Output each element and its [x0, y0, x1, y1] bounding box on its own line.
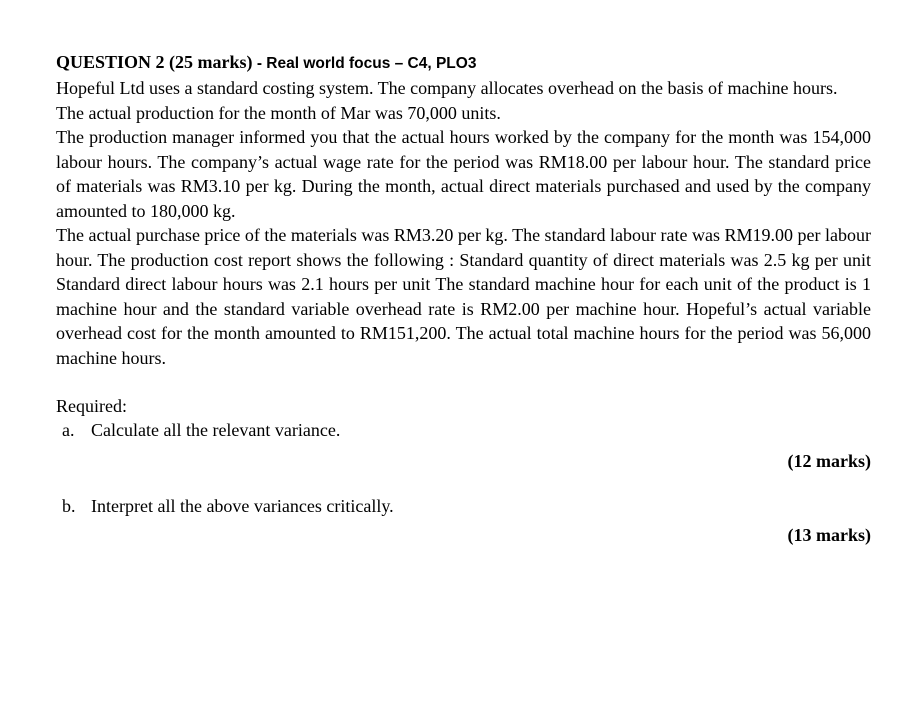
question-focus-label: - Real world focus – C4, PLO3 — [252, 55, 477, 72]
item-text: Interpret all the above variances critically. — [91, 496, 394, 516]
paragraph-labour-materials: The production manager informed you that the actual hours worked by the company for the month was 154,000 labour hours. The company’s actual wage rate for the period was RM18.00 per labour hour. The standard price of materials was RM3.10 per kg. During the month, actual direct materials purchased and used by the company amounted to 180,000 kg. — [56, 127, 871, 221]
required-item-a — [56, 418, 871, 442]
marks-label-b: (13 marks) — [787, 525, 871, 545]
question-document — [56, 50, 871, 547]
item-letter: b. — [62, 496, 76, 516]
question-heading — [56, 50, 871, 76]
marks-label-a: (12 marks) — [787, 451, 871, 471]
paragraph-actual-production: The actual production for the month of Mar was 70,000 units. — [56, 102, 501, 123]
item-text: Calculate all the relevant variance. — [91, 420, 341, 440]
paragraph-standards-overhead: The actual purchase price of the materials was RM3.20 per kg. The standard labour rate was RM19.00 per labour hour. The production cost report shows the following : Standard quantity of direct materials was 2.5 kg per unit Standard direct labour hours was 2.1 hours per unit The standard machine hour for each unit of the product is 1 machine hour and the standard variable overhead rate is RM2.00 per machine hour. Hopeful’s actual variable overhead cost for the month amounted to RM151,200. The actual total machine hours for the period was 56,000 machine hours. — [56, 225, 871, 368]
item-letter: a. — [62, 420, 75, 440]
required-item-b — [56, 494, 871, 518]
required-label: Required: — [56, 396, 127, 416]
paragraph-company-info: Hopeful Ltd uses a standard costing system. The company allocates overhead on the basis of machine hours. — [56, 78, 838, 98]
question-number-label: QUESTION 2 (25 marks) — [56, 52, 253, 72]
